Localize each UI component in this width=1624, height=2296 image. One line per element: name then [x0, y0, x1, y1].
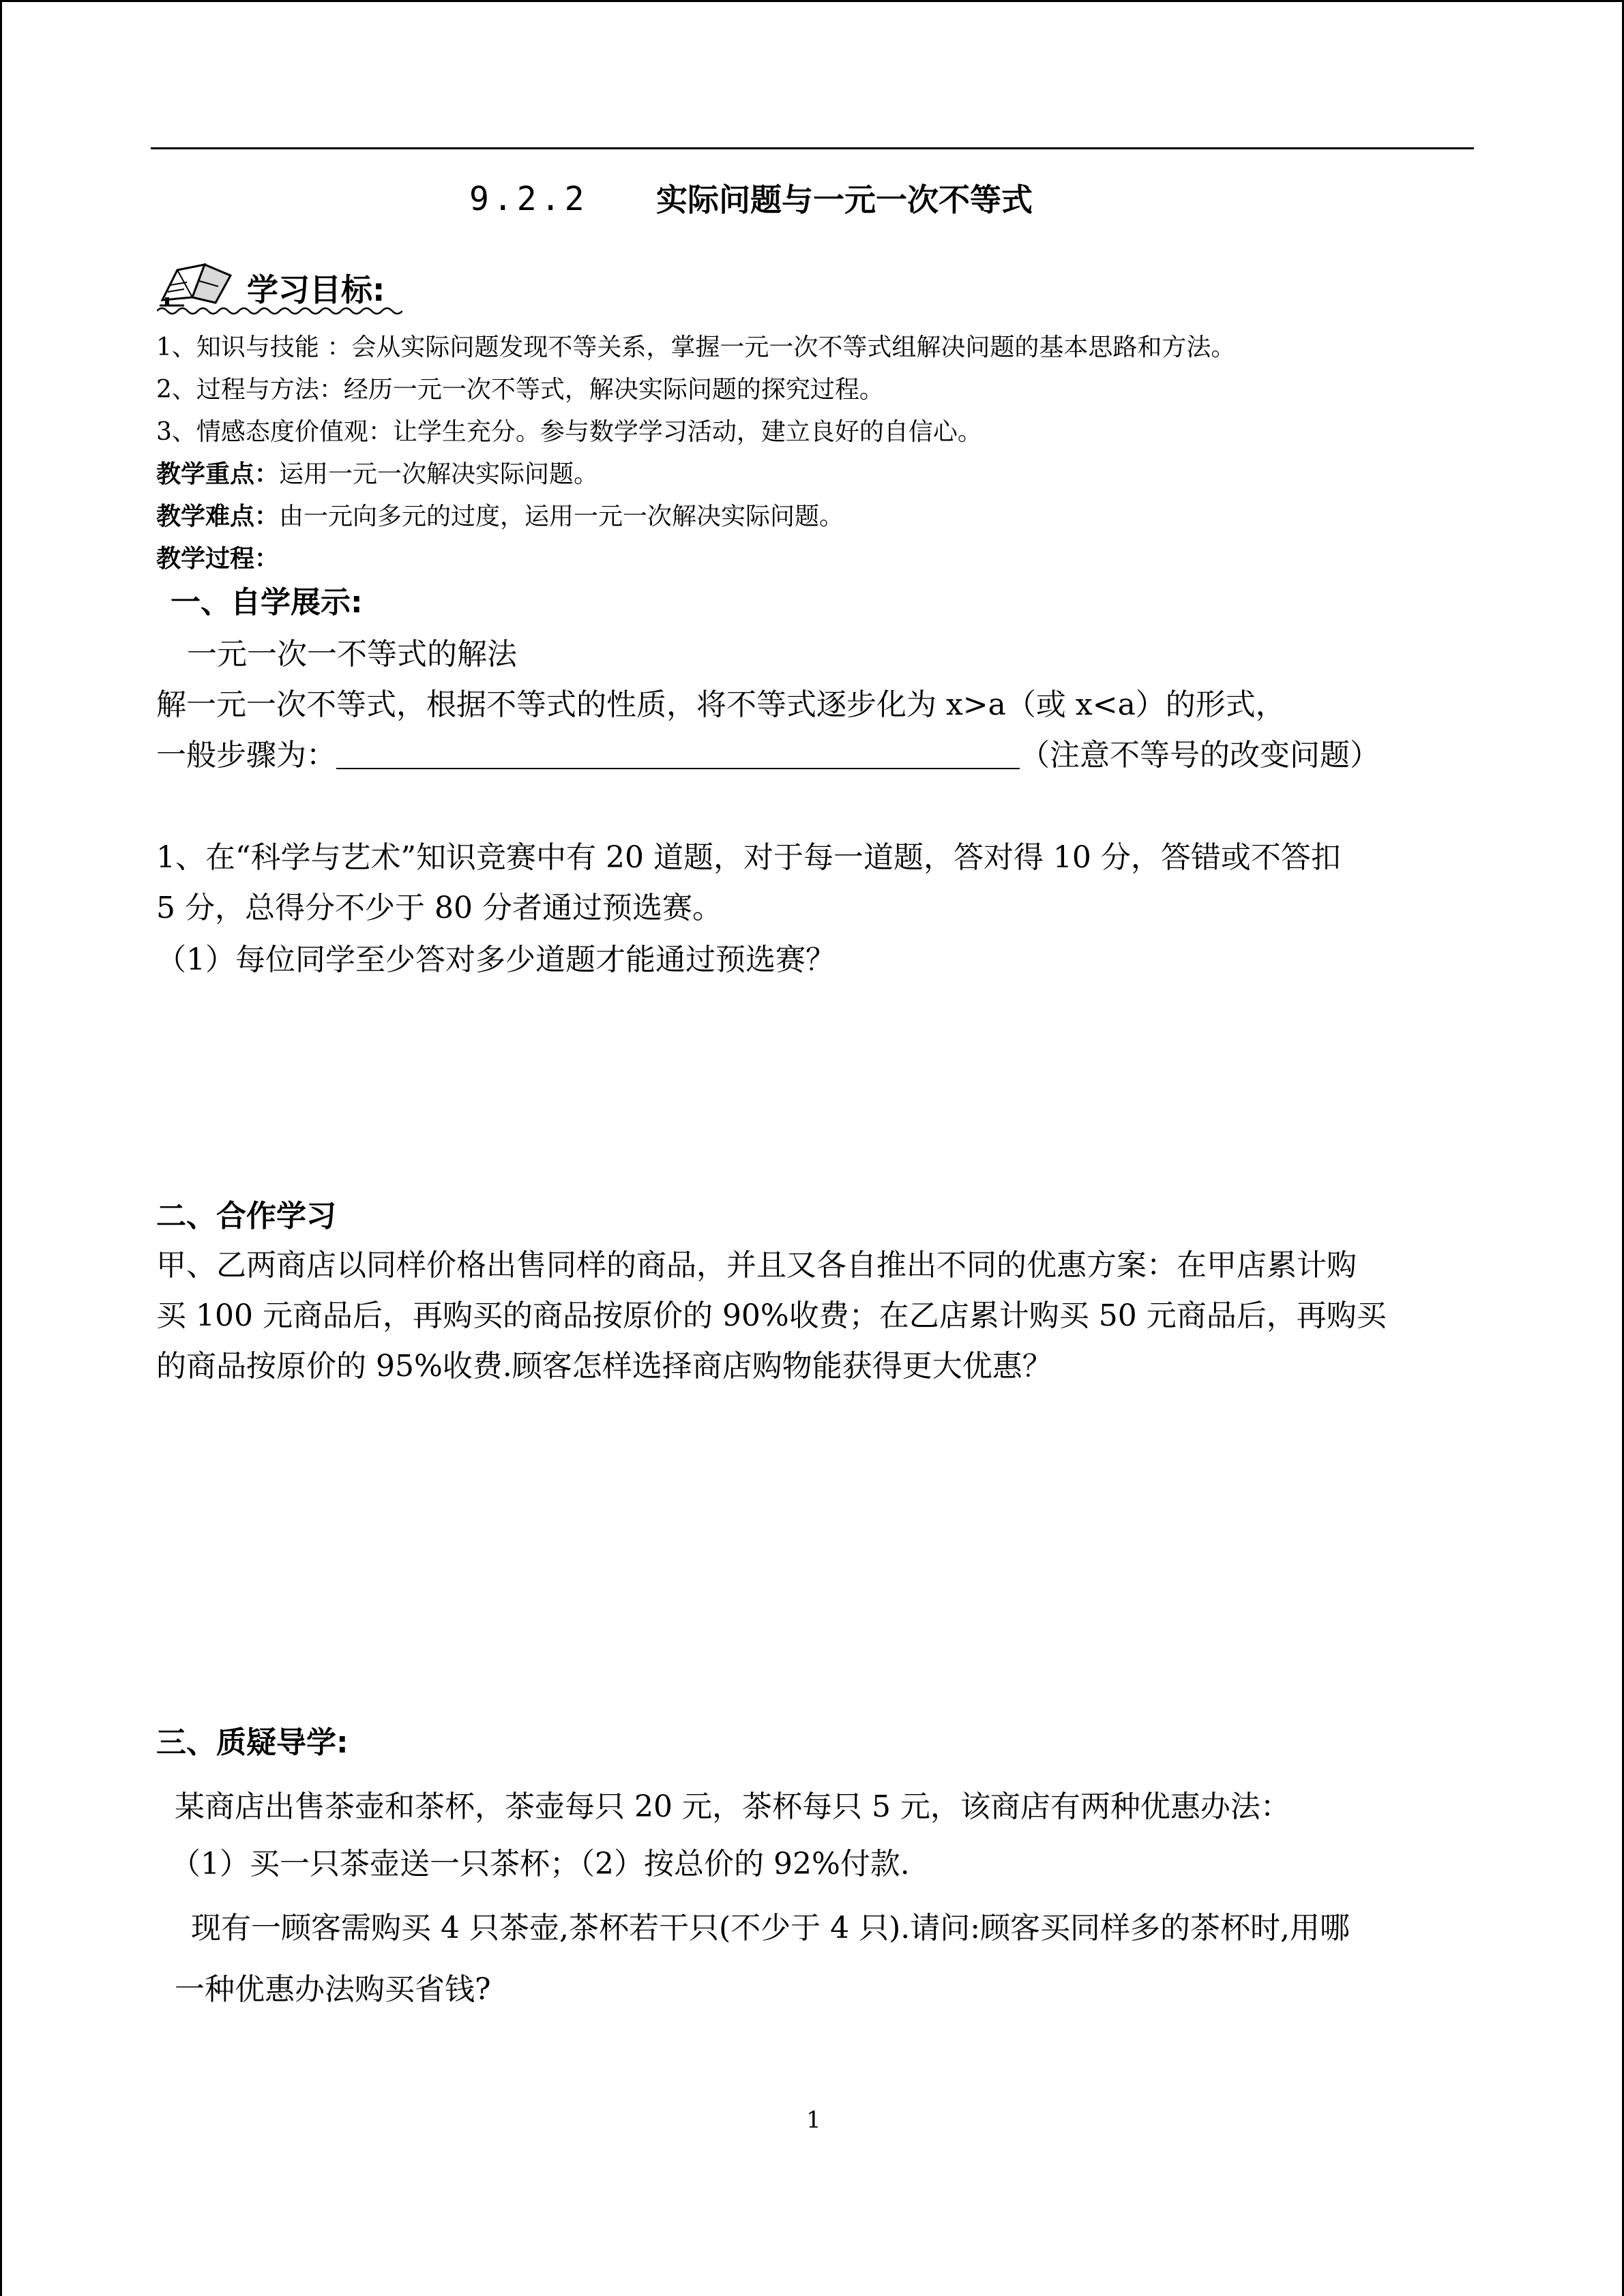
difficult-point-label: 教学难点： — [156, 503, 280, 531]
difficult-point-text: 由一元向多元的过度，运用一元一次解决实际问题。 — [279, 503, 844, 531]
section2-text: 甲、乙两商店以同样价格出售同样的商品，并且又各自推出不同的优惠方案：在甲店累计购 — [156, 1248, 1357, 1283]
section2-heading: 二、合作学习 — [156, 1199, 336, 1234]
key-point-text: 运用一元一次解决实际问题。 — [279, 460, 599, 488]
page-frame-left — [0, 0, 2, 2296]
section1-text: 解一元一次不等式，根据不等式的性质，将不等式逐步化为 x>a（或 x<a）的形式， — [156, 687, 1286, 722]
steps-blank[interactable] — [336, 742, 1020, 769]
lesson-title: 实际问题与一元一次不等式 — [656, 181, 1033, 218]
header-rule — [151, 147, 1474, 149]
problem-text: 1、在“科学与艺术”知识竞赛中有 20 道题，对于每一道题，答对得 10 分，答错或不答扣 — [156, 840, 1341, 875]
steps-line — [156, 738, 1380, 773]
difficult-point — [156, 505, 844, 529]
page-frame-top — [0, 0, 1624, 2]
section2-text: 买 100 元商品后，再购买的商品按原价的 90%收费；在乙店累计购买 50 元商品后，再购买 — [156, 1298, 1387, 1333]
section3-text: 一种优惠办法购买省钱? — [175, 1972, 491, 2007]
process-label: 教学过程： — [156, 545, 280, 573]
section3-text: （1）买一只茶壶送一只茶杯；（2）按总价的 92%付款. — [171, 1847, 910, 1881]
steps-label: 一般步骤为： — [156, 738, 336, 773]
section1-heading: 一、自学展示: — [171, 585, 363, 620]
objective-item: 2、过程与方法：经历一元一次不等式，解决实际问题的探究过程。 — [156, 376, 884, 404]
section3-heading: 三、质疑导学: — [156, 1725, 349, 1760]
key-point-label: 教学重点： — [156, 460, 280, 488]
objectives-underline-wave — [157, 305, 402, 316]
key-point — [156, 462, 598, 487]
section3-text: 某商店出售茶壶和茶杯，茶壶每只 20 元，茶杯每只 5 元，该商店有两种优惠办法： — [175, 1789, 1290, 1824]
objective-item: 3、情感态度价值观：让学生充分。参与数学学习活动，建立良好的自信心。 — [156, 418, 982, 446]
question-text: （1）每位同学至少答对多少道题才能通过预选赛？ — [156, 942, 836, 977]
steps-note: （注意不等号的改变问题） — [1020, 738, 1380, 773]
problem-text: 5 分，总得分不少于 80 分者通过预选赛。 — [156, 891, 722, 925]
book-icon — [157, 258, 235, 309]
section2-text: 的商品按原价的 95%收费.顾客怎样选择商店购物能获得更大优惠？ — [156, 1349, 1052, 1384]
page-number: 1 — [806, 2106, 821, 2134]
lesson-number: 9.2.2 — [469, 180, 589, 218]
objectives-heading: 学习目标: — [247, 271, 385, 308]
objective-item: 1、知识与技能 ：会从实际问题发现不等关系，掌握一元一次不等式组解决问题的基本思路和方法。 — [156, 333, 1236, 361]
section1-subheading: 一元一次一不等式的解法 — [187, 637, 517, 672]
section3-text: 现有一顾客需购买 4 只茶壶,茶杯若干只(不少于 4 只).请问:顾客买同样多的茶杯时,用哪 — [191, 1911, 1350, 1945]
